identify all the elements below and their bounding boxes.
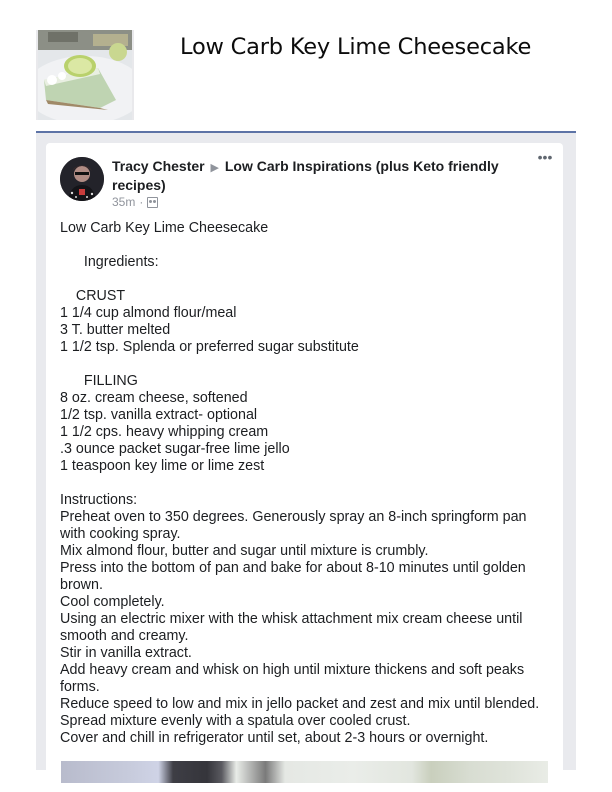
crust-item: 3 T. butter melted — [60, 322, 171, 338]
avatar-photo-icon — [60, 157, 104, 201]
post-body — [60, 220, 555, 747]
author-name-link[interactable]: Tracy Chester — [112, 158, 205, 174]
instruction-step: Stir in vanilla extract. — [60, 645, 192, 661]
cheesecake-thumbnail — [36, 30, 134, 120]
filling-item: .3 ounce packet sugar-free lime jello — [60, 441, 290, 457]
feed-area — [36, 131, 576, 770]
ingredients-heading: Ingredients: — [60, 254, 159, 270]
filling-item: 1 teaspoon key lime or lime zest — [60, 458, 265, 474]
instruction-step: Cool completely. — [60, 594, 165, 610]
instruction-step: Cover and chill in refrigerator until set, about 2-3 hours or overnight. — [60, 730, 489, 746]
group-name-link[interactable]: Low Carb Inspirations (plus Keto friendly recipes) — [112, 158, 499, 193]
crust-item: 1 1/4 cup almond flour/meal — [60, 305, 237, 321]
post-timestamp[interactable]: 35m — [112, 195, 136, 209]
crust-item: 1 1/2 tsp. Splenda or preferred sugar substitute — [60, 339, 359, 355]
shared-to-arrow-icon: ▶ — [210, 162, 219, 174]
filling-item: 1/2 tsp. vanilla extract- optional — [60, 407, 258, 423]
post-card — [46, 143, 563, 783]
meta-separator: · — [139, 195, 144, 209]
post-header — [112, 158, 522, 194]
instruction-step: Spread mixture evenly with a spatula over cooled crust. — [60, 713, 411, 729]
filling-item: 8 oz. cream cheese, softened — [60, 390, 248, 406]
instruction-step: Press into the bottom of pan and bake for about 8-10 minutes until golden brown. — [60, 560, 530, 593]
instruction-step: Preheat oven to 350 degrees. Generously spray an 8-inch springform pan with cooking spray. — [60, 509, 531, 542]
author-avatar[interactable] — [60, 157, 104, 201]
instruction-step: Reduce speed to low and mix in jello packet and zest and mix until blended. — [60, 696, 540, 712]
document-title: Low Carb Key Lime Cheesecake — [180, 34, 532, 60]
post-meta — [112, 195, 158, 209]
post-options-button[interactable]: ••• — [537, 149, 553, 165]
recipe-title: Low Carb Key Lime Cheesecake — [60, 220, 269, 236]
instruction-step: Using an electric mixer with the whisk attachment mix cream cheese until smooth and creamy. — [60, 611, 527, 644]
post-photo[interactable] — [61, 761, 548, 783]
cheesecake-photo-icon — [38, 30, 132, 120]
crust-heading: CRUST — [60, 288, 126, 304]
filling-item: 1 1/2 cps. heavy whipping cream — [60, 424, 269, 440]
filling-heading: FILLING — [60, 373, 138, 389]
group-audience-icon — [147, 197, 158, 208]
instructions-heading: Instructions: — [60, 492, 138, 508]
instruction-step: Add heavy cream and whisk on high until mixture thickens and soft peaks forms. — [60, 662, 529, 695]
instruction-step: Mix almond flour, butter and sugar until mixture is crumbly. — [60, 543, 429, 559]
